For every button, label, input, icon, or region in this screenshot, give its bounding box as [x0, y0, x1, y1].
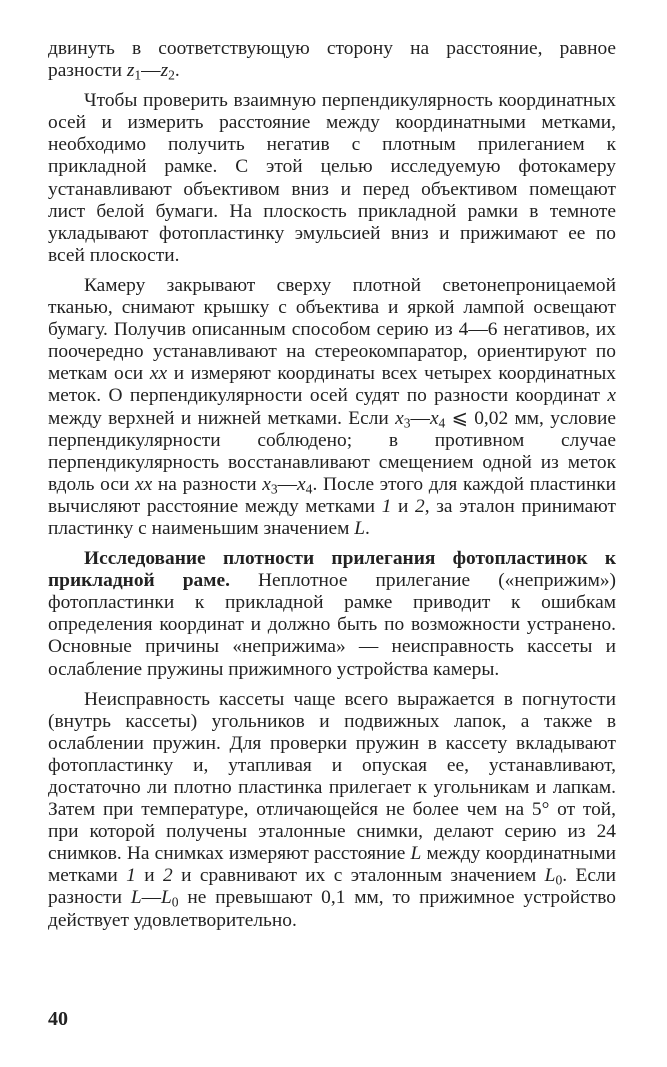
page-number: 40 [48, 1008, 68, 1030]
paragraph-continuation: двинуть в соответствующую сторону на расстояние, равное разности $z_1—z_2$. [48, 38, 616, 83]
paragraph-cassette-check: Неисправность кассеты чаще всего выражается в погнутости (внутрь кассеты) угольников и подвижных лапок, а также в ослаблении пружин. Для проверки пружин в кассету вкладывают фотопластинку и, утапливая и опуская ее, устанавливают, достаточно ли плотно пластинка прилегает к угольникам и лапкам. Затем при температуре, отличающейся не более чем на 5° от той, при которой получены эталонные снимки, делают серию из 24 снимков. На снимках измеряют расстояние L между координатными метками 1 и 2 и сравнивают их с эталонным значением $L_0$. Если разности $L—L_0$ не превышают 0,1 мм, то прижимное устройство действует удовлетворительно. [48, 688, 616, 931]
paragraph-perpendicularity-check: Камеру закрывают сверху плотной светонепроницаемой тканью, снимают крышку с объектива и яркой лампой освещают бумагу. Получив описанным способом серию из 4—6 негативов, их поочередно устанавливают на стереокомпаратор, ориентируют по меткам оси xx и измеряют координаты всех четырех координатных меток. О перпендикулярности осей судят по разности координат x между верхней и нижней метками. Если $x_3—x_4$ ⩽ 0,02 мм, условие перпендикулярности соблюдено; в противном случае перпендикулярность восстанавливают смещением одной из меток вдоль оси xx на разности $x_3—x_4$. После этого для каждой пластинки вычисляют расстояние между метками 1 и 2, за эталон принимают пластинку с наименьшим значением L. [48, 274, 617, 539]
paragraph-negative-preparation: Чтобы проверить взаимную перпендикулярность координатных осей и измерить расстояние между координатными метками, необходимо получить негатив с плотным прилеганием к прикладной рамке. С этой целью исследуемую фотокамеру устанавливают объективом вниз и перед объективом помещают лист белой бумаги. На плоскость прикладной рамки в темноте укладывают фотопластинку эмульсией вниз и прижимают ее по всей плоскости. [48, 90, 616, 266]
paragraph-plate-fit-study: Исследование плотности прилегания фотопластинок к прикладной раме. Неплотное прилегание («неприжим») фотопластинки к прикладной рамке приводит к ошибкам определения координат и должно быть по возможности устранено. Основные причины «неприжима» — неисправность кассеты и ослабление пружины прижимного устройства камеры. [48, 548, 616, 680]
section-heading: Исследование плотности прилегания фотопластинок к прикладной раме. [48, 548, 616, 592]
page-body [48, 38, 616, 932]
